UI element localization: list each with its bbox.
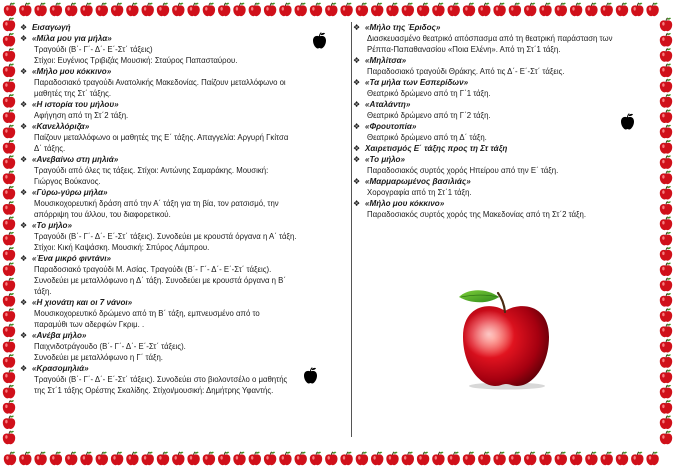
border-apple-icon — [3, 370, 15, 383]
border-apple-icon — [96, 452, 108, 465]
program-item — [353, 121, 657, 143]
border-apple-icon — [172, 3, 184, 16]
border-apple-icon — [555, 3, 567, 16]
border-apple-icon — [660, 171, 672, 184]
border-apple-icon — [249, 3, 261, 16]
diamond-bullet-icon: ❖ — [20, 254, 28, 263]
border-apple-icon — [356, 452, 368, 465]
program-item-line: Τραγούδι (Β΄- Γ΄- Δ΄- Ε΄-Στ΄ τάξεις) — [34, 45, 153, 54]
border-apple-icon — [585, 452, 597, 465]
border-apple-icon — [96, 3, 108, 16]
border-apple-icon — [493, 3, 505, 16]
border-apple-icon — [218, 3, 230, 16]
border-apple-icon — [660, 308, 672, 321]
border-apple-icon — [570, 452, 582, 465]
program-item-line: Παραδοσιακό τραγούδι Μ. Ασίας. Τραγούδι (Β΄- Γ΄- Δ΄- Ε΄-Στ΄ τάξεις). — [34, 265, 272, 274]
border-apple-icon — [3, 263, 15, 276]
diamond-bullet-icon: ❖ — [353, 78, 361, 87]
border-apple-icon — [478, 452, 490, 465]
border-apple-icon — [660, 48, 672, 61]
border-apple-icon — [3, 385, 15, 398]
program-item-line: Ρέππα-Παπαθανασίου «Ποια Ελένη». Από τη Στ΄1 τάξη. — [367, 45, 561, 54]
border-apple-icon — [539, 3, 551, 16]
program-item-line: τάξη. — [34, 287, 52, 296]
border-apple-icon — [3, 293, 15, 306]
border-apple-icon — [3, 217, 15, 230]
border-apple-icon — [80, 452, 92, 465]
border-apple-icon — [19, 452, 31, 465]
border-apple-icon — [111, 3, 123, 16]
border-apple-icon — [570, 3, 582, 16]
border-apple-icon — [660, 370, 672, 383]
program-item-line: Παίζουν μεταλλόφωνο οι μαθητές της Ε΄ τάξης. Απαγγελία: Αργυρή Γκίτσα — [34, 133, 289, 142]
border-apple-icon — [325, 452, 337, 465]
program-item-line: Θεατρικό δρώμενο από τη Δ΄ τάξη. — [367, 133, 487, 142]
border-apple-icon — [660, 416, 672, 429]
program-item-title: Χαιρετισμός Ε΄ τάξης προς τη Στ τάξη — [365, 144, 508, 153]
border-apple-icon — [3, 18, 15, 31]
program-item-title: «Μήλο μου κόκκινο» — [365, 199, 445, 208]
border-apple-icon — [172, 452, 184, 465]
border-apple-icon — [631, 452, 643, 465]
border-apple-icon — [142, 3, 154, 16]
border-apple-icon — [249, 452, 261, 465]
border-apple-icon — [3, 431, 15, 444]
program-item — [353, 55, 657, 77]
border-apple-icon — [340, 3, 352, 16]
border-apple-icon — [448, 452, 460, 465]
border-apple-icon — [310, 452, 322, 465]
border-apple-icon — [646, 452, 658, 465]
program-item — [20, 33, 342, 66]
program-item-title: «Μήλο μου κόκκινο» — [32, 67, 112, 76]
border-apple-icon — [3, 416, 15, 429]
border-apple-icon — [279, 452, 291, 465]
border-apple-icon — [3, 278, 15, 291]
program-item-title: «Φρουτοπία» — [365, 122, 417, 131]
border-apple-icon — [203, 3, 215, 16]
border-apple-icon — [417, 3, 429, 16]
program-item-line: Θεατρικό δρώμενο από τη Γ΄1 τάξη. — [367, 89, 491, 98]
border-apple-icon — [187, 3, 199, 16]
border-apple-icon — [126, 452, 138, 465]
border-apple-icon — [142, 452, 154, 465]
border-apple-icon — [295, 452, 307, 465]
border-apple-icon — [157, 452, 169, 465]
program-item-title: «Ένα μικρό φιντάνι» — [32, 254, 112, 263]
program-item-line: Μουσικοχορευτικό δρώμενο από τη Β΄ τάξη, εμπνευσμένο από το — [34, 309, 260, 318]
program-item-line: απόρριψη του άλλου, του διαφορετικού. — [34, 210, 171, 219]
border-apple-icon — [660, 186, 672, 199]
diamond-bullet-icon: ❖ — [20, 155, 28, 164]
program-item — [353, 77, 657, 99]
program-item-line: της Στ΄1 τάξης Ορέστης Σκαλίδης. Στίχοι/μουσική: Δημήτρης Υφαντής. — [34, 386, 274, 395]
border-apple-icon — [448, 3, 460, 16]
border-apple-icon — [3, 201, 15, 214]
border-apple-icon — [386, 452, 398, 465]
border-apple-icon — [601, 3, 613, 16]
border-apple-icon — [3, 247, 15, 260]
border-apple-icon — [493, 452, 505, 465]
program-item — [353, 99, 657, 121]
border-apple-icon — [233, 3, 245, 16]
black-apple-icon — [312, 32, 327, 49]
border-apple-icon — [111, 452, 123, 465]
program-item-line: Παραδοσιακό τραγούδι Θράκης. Από τις Δ΄- Ε΄-Στ΄ τάξεις. — [367, 67, 565, 76]
program-item — [353, 176, 657, 198]
program-item-line: Μουσικοχορευτική δράση από την Α΄ τάξη για τη βία, τον ρατσισμό, την — [34, 199, 279, 208]
program-item-line: Διασκευασμένο θεατρικό απόσπασμα από τη θεατρική παράσταση των — [367, 34, 613, 43]
border-apple-icon — [432, 452, 444, 465]
border-apple-icon — [631, 3, 643, 16]
border-apple-icon — [4, 3, 16, 16]
diamond-bullet-icon: ❖ — [20, 298, 28, 307]
border-apple-icon — [3, 400, 15, 413]
border-apple-icon — [3, 171, 15, 184]
border-apple-icon — [187, 452, 199, 465]
program-item-line: Στίχοι: Ευγένιος Τριβιζάς Μουσική: Σταύρος Παπασταύρου. — [34, 56, 238, 65]
black-apple-icon — [303, 367, 318, 384]
border-apple-icon — [126, 3, 138, 16]
border-apple-icon — [3, 64, 15, 77]
border-apple-icon — [3, 339, 15, 352]
border-apple-icon — [264, 3, 276, 16]
border-apple-icon — [218, 452, 230, 465]
diamond-bullet-icon: ❖ — [20, 23, 28, 32]
border-apple-icon — [3, 94, 15, 107]
program-item-title: Εισαγωγή — [32, 23, 71, 32]
diamond-bullet-icon: ❖ — [20, 188, 28, 197]
program-item-line: Παραδοσιακό τραγούδι Ανατολικής Μακεδονίας. Παίζουν μεταλλόφωνο οι — [34, 78, 286, 87]
program-item-title: «Μαρμαρωμένος βασιλιάς» — [365, 177, 471, 186]
border-apple-icon — [660, 278, 672, 291]
border-apple-icon — [279, 3, 291, 16]
diamond-bullet-icon: ❖ — [353, 144, 361, 153]
diamond-bullet-icon: ❖ — [353, 199, 361, 208]
program-item — [353, 143, 657, 154]
program-item-line: Στίχοι: Κική Καψάσκη. Μουσική: Σπύρος Λάμπρου. — [34, 243, 210, 252]
border-apple-icon — [509, 3, 521, 16]
border-apple-icon — [616, 3, 628, 16]
program-item — [20, 297, 342, 330]
border-apple-icon — [80, 3, 92, 16]
program-item-line: Τραγούδι (Β΄- Γ΄- Δ΄- Ε΄-Στ΄ τάξεις). Συνοδεύει με κρουστά όργανα η Α΄ τάξη. — [34, 232, 297, 241]
program-item-line: Τραγούδι από όλες τις τάξεις. Στίχοι: Αντώνης Σαμαράκης. Μουσική: — [34, 166, 269, 175]
border-apple-icon — [3, 110, 15, 123]
border-apple-icon — [402, 452, 414, 465]
border-apple-icon — [509, 452, 521, 465]
border-apple-icon — [660, 400, 672, 413]
border-apple-icon — [340, 452, 352, 465]
border-apple-icon — [660, 232, 672, 245]
diamond-bullet-icon: ❖ — [353, 122, 361, 131]
program-item — [353, 154, 657, 176]
border-apple-icon — [3, 324, 15, 337]
border-apple-icon — [463, 452, 475, 465]
program-item-title: «Κρασομηλιά» — [32, 364, 89, 373]
border-apple-icon — [34, 3, 46, 16]
diamond-bullet-icon: ❖ — [353, 155, 361, 164]
program-item-line: Συνοδεύει με μεταλλόφωνο η Δ΄ τάξη. Συνοδεύει με κρουστά όργανα η Β΄ — [34, 276, 286, 285]
program-item — [20, 330, 342, 363]
border-apple-icon — [660, 18, 672, 31]
border-apple-icon — [660, 263, 672, 276]
border-apple-icon — [3, 186, 15, 199]
program-item-title: «Η χιονάτη και οι 7 νάνοι» — [32, 298, 133, 307]
program-item — [20, 22, 342, 33]
border-apple-icon — [3, 354, 15, 367]
diamond-bullet-icon: ❖ — [20, 331, 28, 340]
border-apple-icon — [660, 385, 672, 398]
border-apple-icon — [402, 3, 414, 16]
program-item-title: «Κανελλόριζα» — [32, 122, 90, 131]
program-item-line: Θεατρικό δρώμενο από τη Γ΄2 τάξη. — [367, 111, 491, 120]
border-apple-icon — [50, 452, 62, 465]
border-apple-icon — [371, 3, 383, 16]
border-apple-icon — [3, 33, 15, 46]
program-item-line: Παραδοσιακός συρτός χορός Ηπείρου από την Ε΄ τάξη. — [367, 166, 559, 175]
border-apple-icon — [660, 201, 672, 214]
border-apple-icon — [432, 3, 444, 16]
program-item-line: παραμύθι των αδερφών Γκριμ. . — [34, 320, 145, 329]
border-apple-icon — [3, 308, 15, 321]
diamond-bullet-icon: ❖ — [20, 122, 28, 131]
border-apple-icon — [310, 3, 322, 16]
border-apple-icon — [660, 33, 672, 46]
border-apple-icon — [4, 452, 16, 465]
border-apple-icon — [3, 232, 15, 245]
program-item-line: Χορογραφία από τη Στ΄1 τάξη. — [367, 188, 472, 197]
program-item-title: «Αταλάντη» — [365, 100, 411, 109]
program-item — [20, 187, 342, 220]
border-apple-icon — [417, 452, 429, 465]
border-apple-icon — [660, 64, 672, 77]
border-apple-icon — [3, 155, 15, 168]
diamond-bullet-icon: ❖ — [353, 56, 361, 65]
program-item-line: Γιώργος Βούκανος. — [34, 177, 101, 186]
column-divider — [351, 22, 352, 437]
border-apple-icon — [295, 3, 307, 16]
border-apple-icon — [463, 3, 475, 16]
border-apple-icon — [50, 3, 62, 16]
border-apple-icon — [371, 452, 383, 465]
border-apple-icon — [203, 452, 215, 465]
border-apple-icon — [660, 155, 672, 168]
border-apple-icon — [539, 452, 551, 465]
program-item — [20, 121, 342, 154]
program-item-line: Τραγούδι (Β΄- Γ΄- Δ΄- Ε΄-Στ΄ τάξεις). Συνοδεύει στο βιολοντσέλο ο μαθητής — [34, 375, 288, 384]
program-item — [353, 22, 657, 55]
program-item — [353, 198, 657, 220]
program-item-line: Δ΄ τάξης. — [34, 144, 66, 153]
diamond-bullet-icon: ❖ — [353, 177, 361, 186]
program-item-title: «Μίλα μου για μήλα» — [32, 34, 112, 43]
border-apple-icon — [660, 339, 672, 352]
border-apple-icon — [660, 125, 672, 138]
program-item — [20, 363, 342, 396]
border-apple-icon — [660, 247, 672, 260]
border-apple-icon — [478, 3, 490, 16]
black-apple-icon — [620, 113, 635, 130]
border-apple-icon — [34, 452, 46, 465]
diamond-bullet-icon: ❖ — [20, 100, 28, 109]
program-item — [20, 66, 342, 99]
border-apple-icon — [660, 140, 672, 153]
diamond-bullet-icon: ❖ — [20, 34, 28, 43]
program-item-title: «Το μήλο» — [32, 221, 72, 230]
border-apple-icon — [3, 79, 15, 92]
program-item-title: «Μήλο της Έριδος» — [365, 23, 441, 32]
border-apple-icon — [524, 452, 536, 465]
program-left-column — [20, 22, 342, 396]
border-apple-icon — [233, 452, 245, 465]
red-apple-illustration — [455, 285, 555, 390]
program-right-column — [353, 22, 657, 220]
border-apple-icon — [601, 452, 613, 465]
border-apple-icon — [157, 3, 169, 16]
diamond-bullet-icon: ❖ — [20, 364, 28, 373]
diamond-bullet-icon: ❖ — [20, 221, 28, 230]
border-apple-icon — [660, 293, 672, 306]
program-item-title: «Ανέβα μήλο» — [32, 331, 87, 340]
diamond-bullet-icon: ❖ — [353, 23, 361, 32]
border-apple-icon — [660, 94, 672, 107]
border-apple-icon — [646, 3, 658, 16]
border-apple-icon — [264, 452, 276, 465]
border-apple-icon — [325, 3, 337, 16]
border-apple-icon — [524, 3, 536, 16]
border-apple-icon — [356, 3, 368, 16]
border-apple-icon — [660, 110, 672, 123]
border-apple-icon — [386, 3, 398, 16]
border-apple-icon — [3, 140, 15, 153]
diamond-bullet-icon: ❖ — [20, 67, 28, 76]
border-apple-icon — [585, 3, 597, 16]
program-item — [20, 154, 342, 187]
program-item-line: Παραδοσιακός συρτός χορός της Μακεδονίας από τη Στ΄2 τάξη. — [367, 210, 587, 219]
program-item-title: «Τα μήλα των Εσπερίδων» — [365, 78, 469, 87]
border-apple-icon — [555, 452, 567, 465]
border-apple-icon — [660, 354, 672, 367]
program-item-line: Συνοδεύει με μεταλλόφωνο η Γ΄ τάξη. — [34, 353, 163, 362]
program-item-line: Παιχνιδοτράγουδο (Β΄- Γ΄- Δ΄- Ε΄-Στ΄ τάξεις). — [34, 342, 186, 351]
border-apple-icon — [660, 79, 672, 92]
program-item — [20, 253, 342, 297]
program-item-title: «Το μήλο» — [365, 155, 405, 164]
border-apple-icon — [19, 3, 31, 16]
border-apple-icon — [660, 324, 672, 337]
program-item-title: «Ανεβαίνω στη μηλιά» — [32, 155, 119, 164]
border-apple-icon — [3, 125, 15, 138]
border-apple-icon — [3, 48, 15, 61]
program-item-title: «Η ιστορία του μήλου» — [32, 100, 119, 109]
border-apple-icon — [660, 431, 672, 444]
program-item-title: «Γύρω-γύρω μήλα» — [32, 188, 108, 197]
diamond-bullet-icon: ❖ — [353, 100, 361, 109]
program-item-title: «Μηλίτσα» — [365, 56, 407, 65]
border-apple-icon — [65, 452, 77, 465]
program-item-line: μαθητές της Στ΄ τάξης. — [34, 89, 112, 98]
border-apple-icon — [616, 452, 628, 465]
program-item — [20, 99, 342, 121]
border-apple-icon — [660, 217, 672, 230]
border-apple-icon — [65, 3, 77, 16]
program-item-line: Αφήγηση από τη Στ΄2 τάξη. — [34, 111, 129, 120]
program-item — [20, 220, 342, 253]
